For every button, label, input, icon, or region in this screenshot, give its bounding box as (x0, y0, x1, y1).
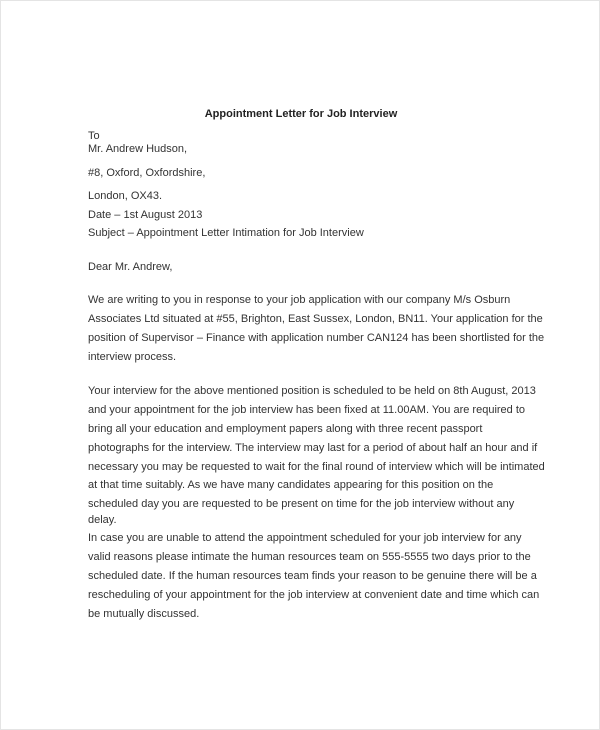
address-to: To (88, 130, 100, 142)
address-line-2: London, OX43. (88, 190, 163, 202)
paragraph-line: bring all your education and employment papers along with three recent passport (88, 423, 483, 435)
paragraph-line: delay. (88, 514, 117, 526)
paragraph-line: be mutually discussed. (88, 608, 200, 620)
salutation: Dear Mr. Andrew, (88, 261, 173, 273)
paragraph-line: Associates Ltd situated at #55, Brighton, East Sussex, London, BN11. Your application for the (88, 313, 543, 325)
address-line-1: #8, Oxford, Oxfordshire, (88, 167, 206, 179)
paragraph-line: necessary you may be requested to wait for the final round of interview which will be intimated (88, 461, 545, 473)
paragraph-line: In case you are unable to attend the appointment scheduled for your job interview for any (88, 532, 522, 544)
paragraph-line: rescheduling of your appointment for the job interview at convenient date and time which can (88, 589, 540, 601)
paragraph-line: position of Supervisor – Finance with application number CAN124 has been shortlisted for the (88, 332, 545, 344)
letter-date: Date – 1st August 2013 (88, 209, 203, 221)
paragraph-line: Your interview for the above mentioned position is scheduled to be held on 8th August, 2013 (88, 385, 536, 397)
paragraph-line: scheduled day you are requested to be present on time for the job interview without any (88, 498, 515, 510)
paragraph-line: interview process. (88, 351, 177, 363)
letter-title: Appointment Letter for Job Interview (204, 108, 398, 120)
paragraph-line: scheduled date. If the human resources team finds your reason to be genuine there will be a (88, 570, 537, 582)
paragraph-line: and your appointment for the job interview has been fixed at 11.00AM. You are required to (88, 404, 526, 416)
recipient-name: Mr. Andrew Hudson, (88, 143, 188, 155)
paragraph-line: at that time suitably. As we have many candidates appearing for this position on the (88, 479, 494, 491)
paragraph-line: photographs for the interview. The interview may last for a period of about half an hour and if (88, 442, 538, 454)
paragraph-line: valid reasons please intimate the human resources team on 555-5555 two days prior to the (88, 551, 531, 563)
letter-subject: Subject – Appointment Letter Intimation for Job Interview (88, 227, 364, 239)
paragraph-line: We are writing to you in response to your job application with our company M/s Osburn (88, 294, 511, 306)
